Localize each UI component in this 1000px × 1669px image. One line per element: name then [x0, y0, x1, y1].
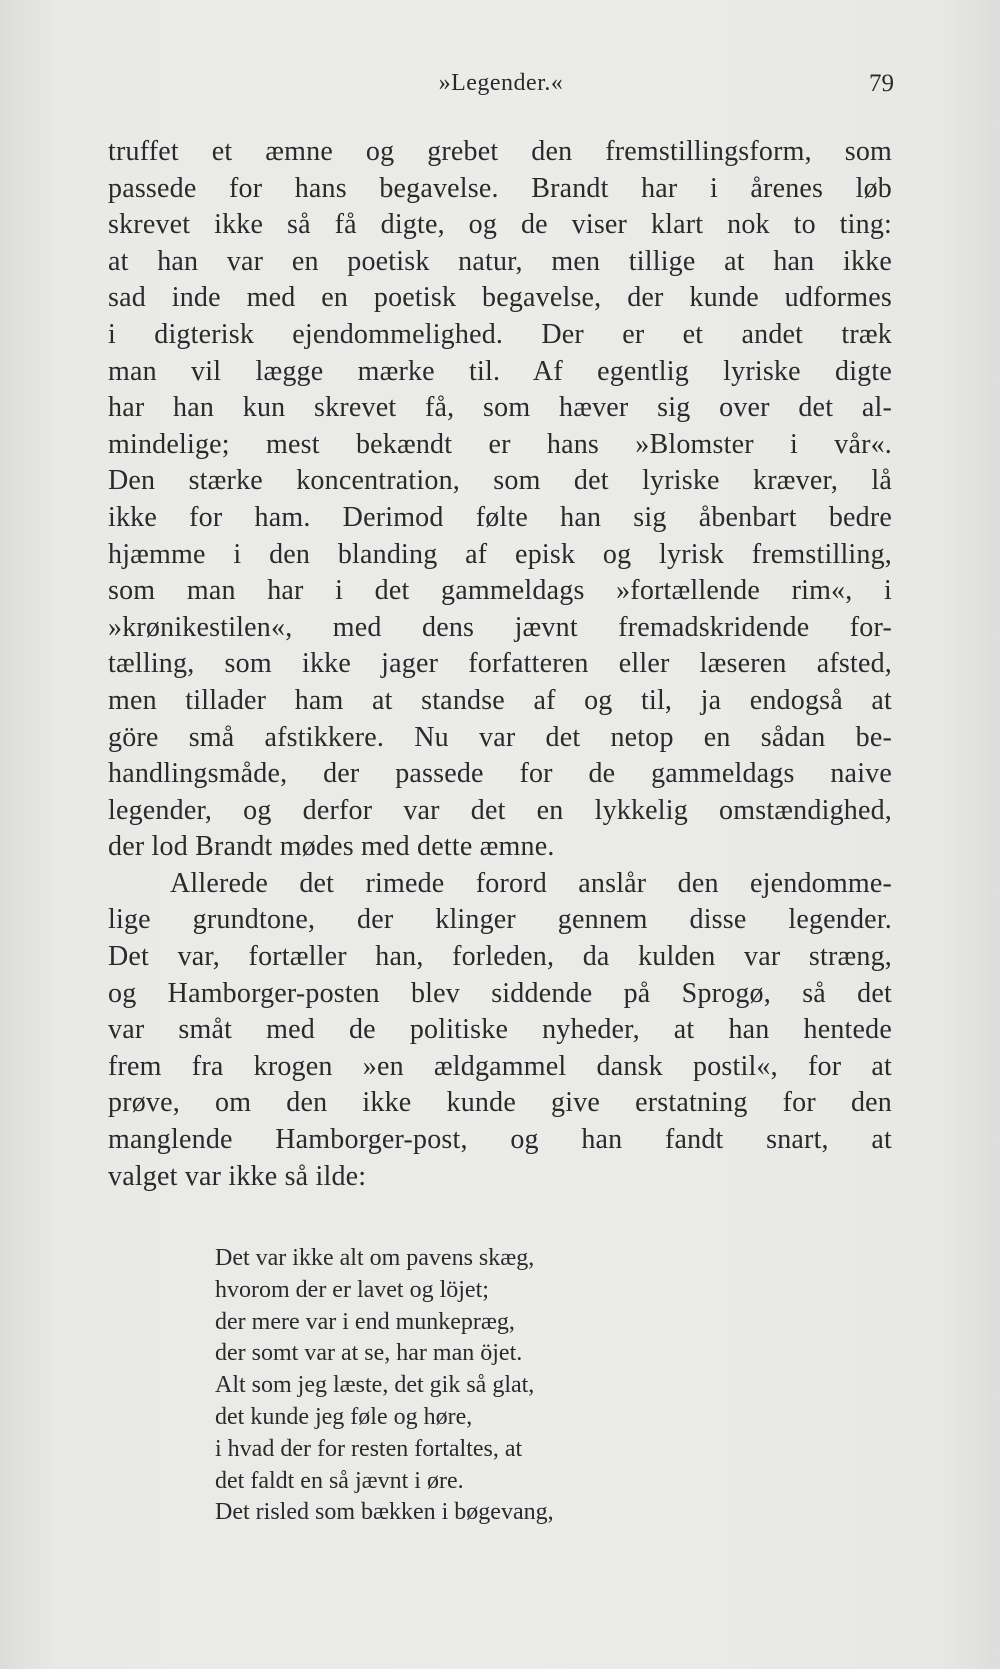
poem-line: Det risled som bækken i bøgevang,	[215, 1499, 554, 1526]
poem-line: det faldt en så jævnt i øre.	[215, 1467, 464, 1494]
paragraph-end-line: der lod Brandt mødes med dette æmne.	[108, 831, 555, 863]
text-line: sad inde med en poetisk begavelse, der kunde udformes	[108, 282, 892, 314]
text-line: man vil lægge mærke til. Af egentlig lyriske digte	[108, 355, 892, 387]
poem-line: Alt som jeg læste, det gik så glat,	[215, 1372, 535, 1399]
text-line: skrevet ikke så få digte, og de viser klart nok to ting:	[108, 209, 892, 241]
text-line: tælling, som ikke jager forfatteren eller læseren afsted,	[108, 648, 892, 680]
text-line: og Hamborger-posten blev siddende på Sprogø, så det	[108, 977, 892, 1009]
poem-line: der somt var at se, har man öjet.	[215, 1340, 523, 1367]
poem-line: i hvad der for resten fortaltes, at	[215, 1435, 523, 1462]
text-line: göre små afstikkere. Nu var det netop en sådan be-	[108, 721, 892, 753]
text-line: passede for hans begavelse. Brandt har i årenes løb	[108, 172, 892, 204]
text-line: har han kun skrevet få, som hæver sig over det al-	[108, 392, 892, 424]
text-line: prøve, om den ikke kunde give erstatning for den	[108, 1087, 892, 1119]
text-line: ikke for ham. Derimod følte han sig åbenbart bedre	[108, 501, 892, 533]
text-line: hjæmme i den blanding af episk og lyrisk fremstilling,	[108, 538, 892, 570]
running-head	[108, 70, 894, 110]
text-line: at han var en poetisk natur, men tillige at han ikke	[108, 245, 892, 277]
text-line: handlingsmåde, der passede for de gammeldags naive	[108, 758, 892, 790]
text-line: legender, og derfor var det en lykkelig omstændighed,	[108, 794, 892, 826]
text-line: Det var, fortæller han, forleden, da kulden var stræng,	[108, 941, 892, 973]
paragraph-end-line: valget var ikke så ilde:	[108, 1160, 367, 1192]
text-line: lige grundtone, der klinger gennem disse legender.	[108, 904, 892, 936]
poem-block	[215, 1243, 554, 1529]
poem-line: der mere var i end munkepræg,	[215, 1308, 515, 1335]
text-line: som man har i det gammeldags »fortællende rim«, i	[108, 575, 892, 607]
page-number: 79	[869, 70, 894, 97]
text-line: men tillader ham at standse af og til, ja endogså at	[108, 684, 892, 716]
text-line: mindelige; mest bekændt er hans »Blomster i vår«.	[108, 428, 892, 460]
paragraph-start-line: Allerede det rimede forord anslår den ejendomme-	[170, 867, 892, 899]
poem-line: det kunde jeg føle og høre,	[215, 1403, 473, 1430]
text-line: var småt med de politiske nyheder, at han hentede	[108, 1014, 892, 1046]
text-line: truffet et æmne og grebet den fremstillingsform, som	[108, 136, 892, 167]
text-line: »krønikestilen«, med dens jævnt fremadskridende for-	[108, 611, 892, 643]
text-line: frem fra krogen »en ældgammel dansk postil«, for at	[108, 1050, 892, 1082]
body-text	[108, 134, 892, 1195]
poem-line: Det var ikke alt om pavens skæg,	[215, 1245, 535, 1271]
text-line: Den stærke koncentration, som det lyriske kræver, lå	[108, 465, 892, 497]
poem-line: hvorom der er lavet og löjet;	[215, 1276, 489, 1303]
text-line: manglende Hamborger-post, og han fandt snart, at	[108, 1124, 892, 1156]
running-title: »Legender.«	[438, 70, 564, 96]
text-line: i digterisk ejendommelighed. Der er et andet træk	[108, 318, 892, 350]
